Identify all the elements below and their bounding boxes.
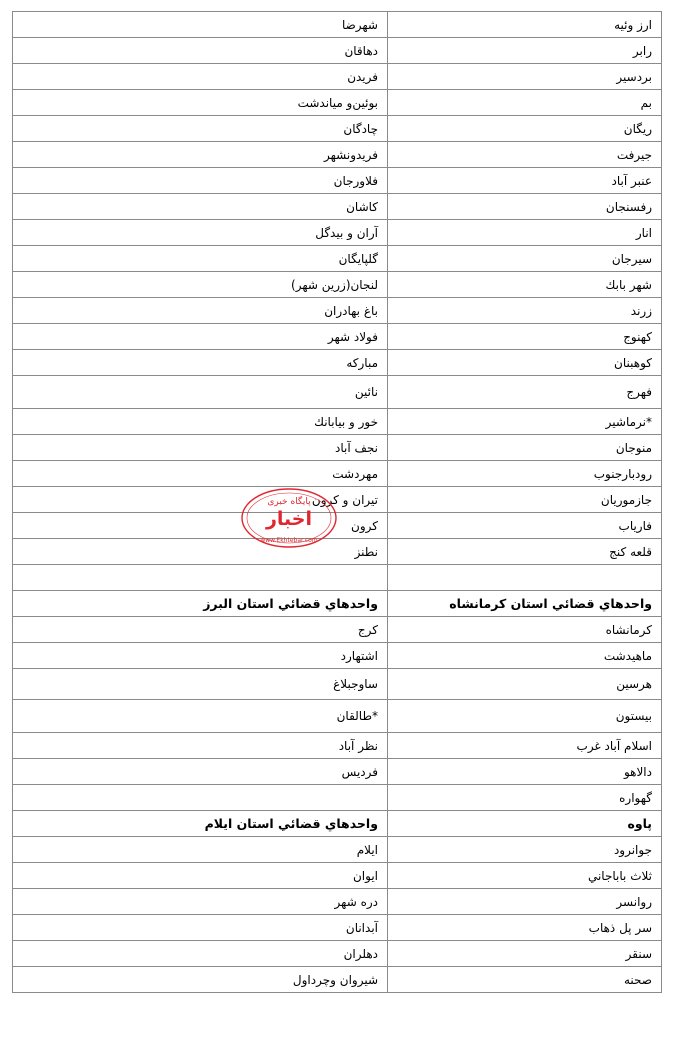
- unit-cell-left: ثلاث باباجاني: [388, 863, 662, 889]
- unit-cell-left: جيرفت: [388, 142, 662, 168]
- unit-cell-left: بيستون: [388, 700, 662, 733]
- unit-cell-right: گلپايگان: [13, 246, 388, 272]
- table-row: [13, 168, 662, 194]
- unit-cell-left: گهواره: [388, 785, 662, 811]
- unit-cell-left: ارز وئيه: [388, 12, 662, 38]
- unit-cell-left: رابر: [388, 38, 662, 64]
- unit-cell-left: هرسين: [388, 669, 662, 700]
- unit-cell-right: دهلران: [13, 941, 388, 967]
- section-heading-right: واحدهاي قضائي استان ايلام: [13, 811, 388, 837]
- unit-cell-right: كرون: [13, 513, 388, 539]
- table-row: [13, 967, 662, 993]
- unit-cell-right: نظر آباد: [13, 733, 388, 759]
- table-row: [13, 246, 662, 272]
- unit-cell-right: [13, 565, 388, 591]
- table-row: [13, 409, 662, 435]
- unit-cell-right: [13, 785, 388, 811]
- unit-cell-left: ماهيدشت: [388, 643, 662, 669]
- unit-cell-right: نجف آباد: [13, 435, 388, 461]
- unit-cell-right: شيروان وچرداول: [13, 967, 388, 993]
- unit-cell-left: منوجان: [388, 435, 662, 461]
- unit-cell-right: فريدن: [13, 64, 388, 90]
- table-row: [13, 617, 662, 643]
- section-heading-right: واحدهاي قضائي استان البرز: [13, 591, 388, 617]
- unit-cell-left: *نرماشير: [388, 409, 662, 435]
- unit-cell-left: دالاهو: [388, 759, 662, 785]
- table-row: [13, 64, 662, 90]
- table-row: [13, 272, 662, 298]
- stamp-title: اخبار: [265, 508, 313, 530]
- unit-cell-left: اسلام آباد غرب: [388, 733, 662, 759]
- unit-cell-right: فولاد شهر: [13, 324, 388, 350]
- unit-cell-right: مهردشت: [13, 461, 388, 487]
- unit-cell-left: رفسنجان: [388, 194, 662, 220]
- unit-cell-left: جازموريان: [388, 487, 662, 513]
- unit-cell-right: چادگان: [13, 116, 388, 142]
- unit-cell-right: نطنز: [13, 539, 388, 565]
- table-row: [13, 643, 662, 669]
- table-row: [13, 461, 662, 487]
- unit-cell-right: اشتهارد: [13, 643, 388, 669]
- unit-cell-left: شهر بابك: [388, 272, 662, 298]
- unit-cell-left: فهرج: [388, 376, 662, 409]
- unit-cell-right: تيران و كرون: [13, 487, 388, 513]
- unit-cell-left: سيرجان: [388, 246, 662, 272]
- section-heading-left: واحدهاي قضائي استان كرمانشاه: [388, 591, 662, 617]
- unit-cell-right: لنجان(زرين شهر): [13, 272, 388, 298]
- unit-cell-left: كهنوج: [388, 324, 662, 350]
- unit-cell-left: جوانرود: [388, 837, 662, 863]
- unit-cell-right: نائين: [13, 376, 388, 409]
- unit-cell-left: ريگان: [388, 116, 662, 142]
- unit-cell-left: قلعه كنج: [388, 539, 662, 565]
- table-row: [13, 376, 662, 409]
- unit-cell-left: كرمانشاه: [388, 617, 662, 643]
- unit-cell-left: بردسير: [388, 64, 662, 90]
- table-row: [13, 733, 662, 759]
- unit-cell-right: ايلام: [13, 837, 388, 863]
- stamp-url: www.Ekhtebar.com: [260, 537, 318, 544]
- table-row: [13, 785, 662, 811]
- table-row: [13, 435, 662, 461]
- table-row: [13, 220, 662, 246]
- unit-cell-left: صحنه: [388, 967, 662, 993]
- table-row: [13, 837, 662, 863]
- table-row: [13, 90, 662, 116]
- unit-cell-left: بم: [388, 90, 662, 116]
- unit-cell-left: [388, 565, 662, 591]
- table-row: [13, 298, 662, 324]
- table-row: [13, 565, 662, 591]
- unit-cell-left: فارياب: [388, 513, 662, 539]
- unit-cell-left: كوهبنان: [388, 350, 662, 376]
- unit-cell-left: روانسر: [388, 889, 662, 915]
- unit-cell-right: ايوان: [13, 863, 388, 889]
- unit-cell-right: آبدانان: [13, 915, 388, 941]
- unit-cell-left: سنقر: [388, 941, 662, 967]
- table-row: [13, 915, 662, 941]
- table-row: [13, 941, 662, 967]
- unit-cell-right: باغ بهادران: [13, 298, 388, 324]
- unit-cell-right: فلاورجان: [13, 168, 388, 194]
- unit-cell-right: شهرضا: [13, 12, 388, 38]
- unit-cell-right: بوئين‌و مياندشت: [13, 90, 388, 116]
- table-row: [13, 116, 662, 142]
- unit-cell-right: آران و بيدگل: [13, 220, 388, 246]
- table-row: [13, 591, 662, 617]
- table-row: [13, 324, 662, 350]
- table-row: [13, 889, 662, 915]
- table-row: [13, 863, 662, 889]
- unit-cell-left: عنبر آباد: [388, 168, 662, 194]
- watermark-stamp: [236, 485, 342, 553]
- unit-cell-right: دهاقان: [13, 38, 388, 64]
- unit-cell-right: خور و بيابانك: [13, 409, 388, 435]
- table-row: [13, 759, 662, 785]
- table-row: [13, 811, 662, 837]
- unit-cell-left: زرند: [388, 298, 662, 324]
- unit-cell-right: دره شهر: [13, 889, 388, 915]
- unit-cell-left: سر پل ذهاب: [388, 915, 662, 941]
- unit-cell-right: فريدونشهر: [13, 142, 388, 168]
- table-row: [13, 38, 662, 64]
- unit-cell-right: كرج: [13, 617, 388, 643]
- unit-cell-left: رودبارجنوب: [388, 461, 662, 487]
- unit-cell-right: ساوجبلاغ: [13, 669, 388, 700]
- stamp-name: پایگاه خبری: [267, 497, 311, 507]
- unit-cell-right: كاشان: [13, 194, 388, 220]
- table-row: [13, 194, 662, 220]
- table-row: [13, 700, 662, 733]
- section-heading-left: پاوه: [388, 811, 662, 837]
- table-row: [13, 350, 662, 376]
- unit-cell-left: انار: [388, 220, 662, 246]
- unit-cell-right: فرديس: [13, 759, 388, 785]
- table-row: [13, 12, 662, 38]
- unit-cell-right: *طالقان: [13, 700, 388, 733]
- unit-cell-right: مباركه: [13, 350, 388, 376]
- table-row: [13, 669, 662, 700]
- table-row: [13, 142, 662, 168]
